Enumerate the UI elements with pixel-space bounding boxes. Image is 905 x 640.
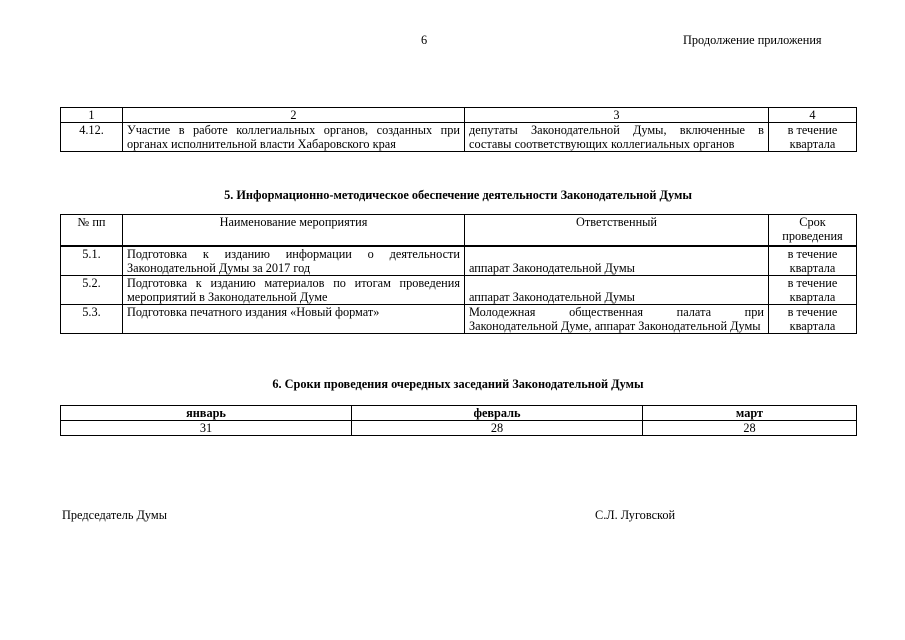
row-responsible: аппарат Законодательной Думы xyxy=(465,246,769,276)
day-march: 28 xyxy=(643,421,857,436)
sessions-schedule-table xyxy=(60,405,857,436)
continued-plan-table xyxy=(60,107,857,152)
row-responsible: Молодежная общественная палата при Законодательной Думе, аппарат Законодательной Думы xyxy=(465,305,769,334)
column-header-responsible: Ответственный xyxy=(465,215,769,247)
row-term: в течение квартала xyxy=(769,305,857,334)
month-january: январь xyxy=(61,406,352,421)
row-activity: Подготовка печатного издания «Новый формат» xyxy=(123,305,465,334)
signature-position: Председатель Думы xyxy=(62,508,167,522)
table-row xyxy=(61,305,857,334)
page-number: 6 xyxy=(421,33,428,47)
column-header: 1 xyxy=(61,108,123,123)
day-february: 28 xyxy=(352,421,643,436)
table-row xyxy=(61,276,857,305)
column-header: 4 xyxy=(769,108,857,123)
row-number: 5.1. xyxy=(61,246,123,276)
section5-title: 5. Информационно-методическое обеспечение деятельности Законодательной Думы xyxy=(224,188,692,202)
section6-title: 6. Сроки проведения очередных заседаний Законодательной Думы xyxy=(272,377,644,391)
continuation-label: Продолжение приложения xyxy=(683,33,822,47)
row-term: в течение квартала xyxy=(769,246,857,276)
table-header-row xyxy=(61,215,857,247)
column-header-activity: Наименование мероприятия xyxy=(123,215,465,247)
row-activity: Подготовка к изданию материалов по итогам проведения мероприятий в Законодательной Думе xyxy=(123,276,465,305)
row-term: в течение квартала xyxy=(769,276,857,305)
row-number: 5.3. xyxy=(61,305,123,334)
signature-name: С.Л. Луговской xyxy=(595,508,676,522)
row-activity: Подготовка к изданию информации о деятельности Законодательной Думы за 2017 год xyxy=(123,246,465,276)
table-header-row xyxy=(61,108,857,123)
day-january: 31 xyxy=(61,421,352,436)
month-february: февраль xyxy=(352,406,643,421)
row-responsible: депутаты Законодательной Думы, включенные в составы соответствующих коллегиальных органов xyxy=(465,123,769,152)
column-header-num: № пп xyxy=(61,215,123,247)
table-row xyxy=(61,123,857,152)
month-march: март xyxy=(643,406,857,421)
row-activity: Участие в работе коллегиальных органов, созданных при органах исполнительной власти Хабаровского края xyxy=(123,123,465,152)
column-header: 2 xyxy=(123,108,465,123)
column-header: 3 xyxy=(465,108,769,123)
months-row xyxy=(61,406,857,421)
row-number: 5.2. xyxy=(61,276,123,305)
days-row xyxy=(61,421,857,436)
section5-table xyxy=(60,214,857,334)
table-row xyxy=(61,246,857,276)
row-term: в течение квартала xyxy=(769,123,857,152)
column-header-term: Срок проведения xyxy=(769,215,857,247)
row-responsible: аппарат Законодательной Думы xyxy=(465,276,769,305)
row-number: 4.12. xyxy=(61,123,123,152)
